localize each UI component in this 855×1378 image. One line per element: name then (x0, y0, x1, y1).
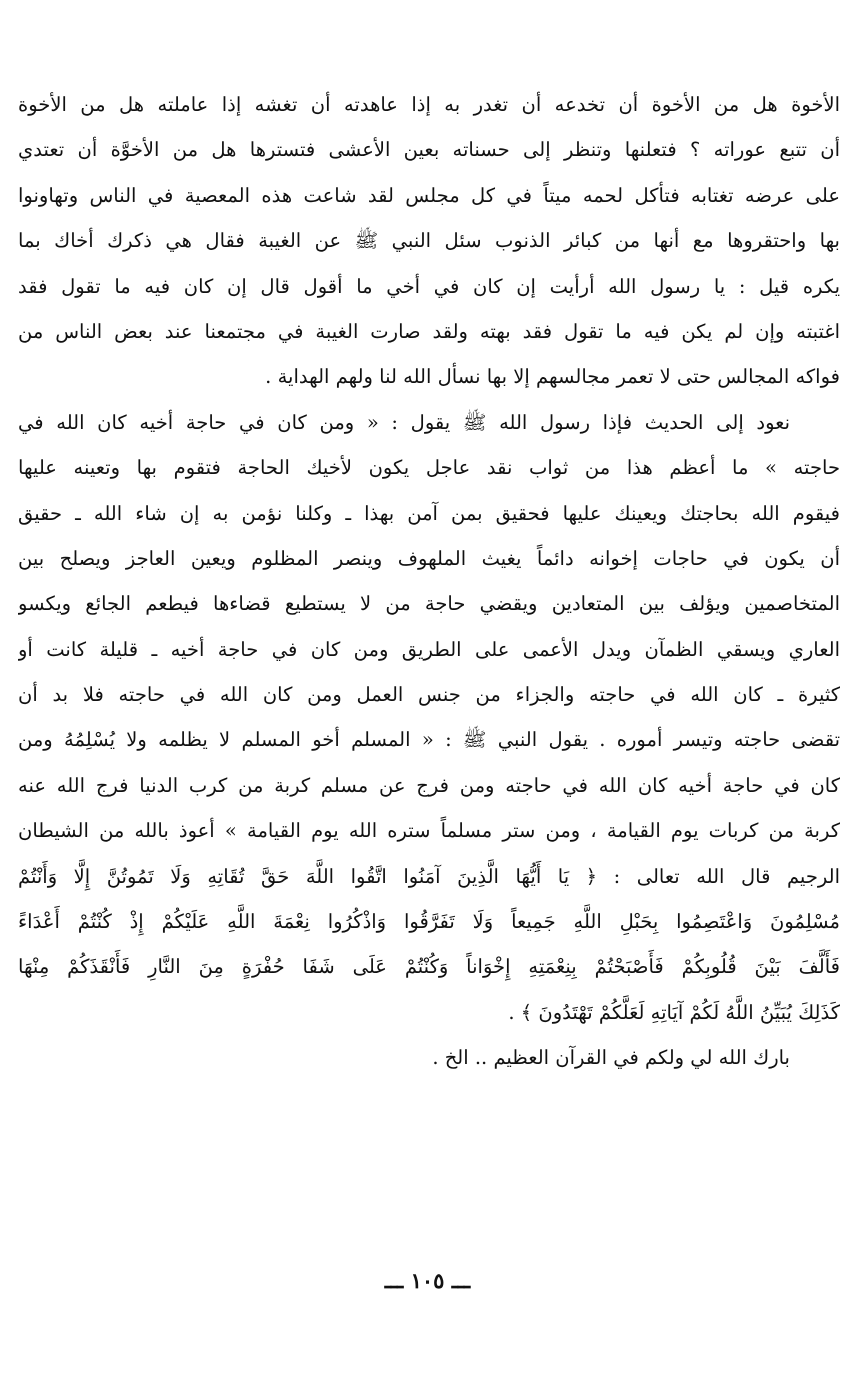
text-line-8: نعود إلى الحديث فإذا رسول الله ﷺ يقول : « ومن كان في حاجة أخيه كان الله في (18, 410, 790, 434)
text-line-5: يكره قيل : يا رسول الله أرأيت إن كان في أخي ما أقول قال إن كان فيه ما تقول فقد (18, 274, 840, 298)
quran-line-2: مُسْلِمُونَ وَاعْتَصِمُوا بِحَبْلِ اللَّهِ جَمِيعاً وَلَا تَفَرَّقُوا وَاذْكُرُوا نِعْمَةَ اللَّهِ عَلَيْكُمْ إِذْ كُنْتُمْ أَعْدَاءً (18, 910, 840, 934)
text-line-12: المتخاصمين ويؤلف بين المتعادين ويقضي حاجة من لا يستطيع قضاءها فيطعم الجائع ويكسو (18, 592, 840, 616)
text-line-16: كان في حاجة أخيه كان الله في حاجته ومن فرج عن مسلم كربة من كرب الدنيا فرج الله عنه (18, 773, 840, 797)
page-number: ـــ ١٠٥ ـــ (384, 1268, 471, 1293)
text-line-7: فواكه المجالس حتى لا تعمر مجالسهم إلا بها نسأل الله لنا ولهم الهداية . (265, 365, 840, 389)
quran-line-4: كَذَلِكَ يُبَيِّنُ اللَّهُ لَكُمْ آيَاتِهِ لَعَلَّكُمْ تَهْتَدُونَ ﴾ . (508, 1000, 840, 1024)
text-line-6: اغتبته وإن لم يكن فيه ما تقول فقد بهته ولقد صارت الغيبة في مجتمعنا عند بعض الناس من (18, 319, 840, 343)
text-line-17: كربة من كربات يوم القيامة ، ومن ستر مسلماً ستره الله يوم القيامة » أعوذ بالله من الشيطان (18, 819, 840, 843)
quran-line-1: الرجيم قال الله تعالى : ﴿ يَا أَيُّهَا الَّذِينَ آمَنُوا اتَّقُوا اللَّهَ حَقَّ تُقَاتِهِ وَلَا تَمُوتُنَّ إِلَّا وَأَنْتُمْ (18, 864, 840, 888)
quran-line-3: فَأَلَّفَ بَيْنَ قُلُوبِكُمْ فَأَصْبَحْتُمْ بِنِعْمَتِهِ إِخْوَاناً وَكُنْتُمْ عَلَى شَفَا حُفْرَةٍ مِنَ النَّارِ فَأَنْقَذَكُمْ مِنْهَا (18, 955, 840, 979)
closing-line: بارك الله لي ولكم في القرآن العظيم .. الخ . (432, 1046, 790, 1070)
text-line-13: العاري ويسقي الظمآن ويدل الأعمى على الطريق ومن كان في حاجة أخيه ـ قليلة كانت أو (18, 637, 840, 661)
text-line-10: فيقوم الله بحاجتك ويعينك عليها فحقيق بمن آمن بهذا ـ وكلنا نؤمن به إن شاء الله ـ حقيق (18, 501, 840, 525)
text-line-4: بها واحتقروها مع أنها من كبائر الذنوب سئل النبي ﷺ عن الغيبة فقال هي ذكرك أخاك بما (18, 229, 840, 253)
text-line-11: أن يكون في حاجات إخوانه دائماً يغيث الملهوف وينصر المظلوم ويعين العاجز ويصلح بين (18, 546, 840, 570)
body-text (18, 82, 840, 1081)
text-line-9: حاجته » ما أعظم هذا من ثواب نقد عاجل يكون لأخيك الحاجة فتقوم بها وتعينه عليها (18, 456, 840, 480)
text-line-15: تقضى حاجته وتيسر أموره . يقول النبي ﷺ : « المسلم أخو المسلم لا يظلمه ولا يُسْلِمُهُ ومن (18, 728, 840, 752)
text-line-2: أن تتبع عوراته ؟ فتعلنها وتنظر إلى حسناته بعين الأعشى فتسترها هل من الأخوَّة أن تعتدي (18, 138, 840, 162)
text-line-1: الأخوة هل من الأخوة أن تخدعه أن تغدر به إذا عاهدته أن تغشه إذا عاملته هل من الأخوة (18, 93, 840, 116)
text-line-3: على عرضه تغتابه فتأكل لحمه ميتاً في كل مجلس لقد شاعت هذه المعصية في الناس وتهاونوا (18, 183, 840, 207)
text-line-14: كثيرة ـ كان الله في حاجته والجزاء من جنس العمل ومن كان الله في حاجته فلا بد أن (18, 683, 840, 707)
